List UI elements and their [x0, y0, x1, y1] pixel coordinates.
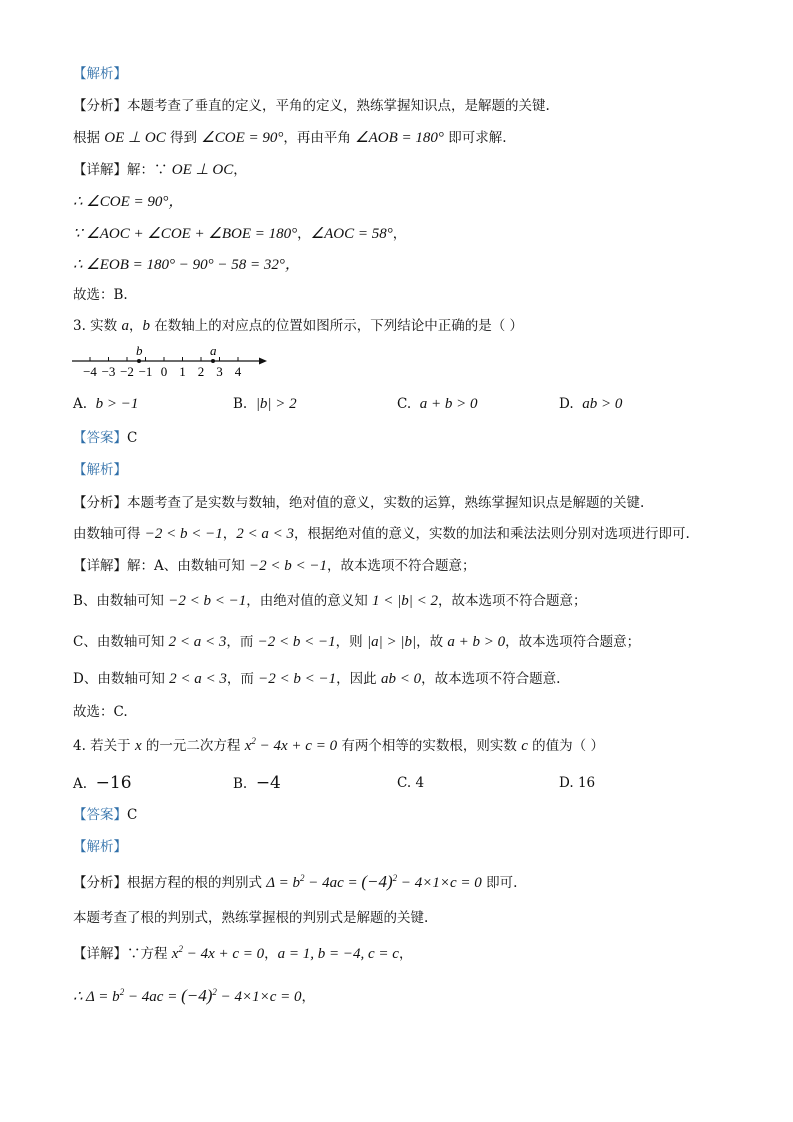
- option-expr: −4: [255, 773, 281, 793]
- math: 2 < a < 3: [168, 634, 227, 650]
- analysis-line: [73, 872, 517, 893]
- analysis-tag: 【分析】: [73, 98, 127, 114]
- exponent: 2: [119, 987, 125, 997]
- math: ∠COE = 90°: [201, 130, 284, 146]
- detail-line-c: [73, 632, 640, 652]
- analysis-line: [73, 96, 550, 116]
- answer-value: C: [127, 807, 138, 823]
- text: ，: [392, 226, 407, 242]
- tick-label: −2: [120, 364, 134, 379]
- text: 在数轴上的对应点的位置如图所示，下列结论中正确的是（ ）: [149, 318, 524, 334]
- exponent: 2: [178, 944, 183, 954]
- math: a = 1, b = −4, c = c: [277, 946, 399, 962]
- tick-label: 4: [234, 364, 242, 379]
- math-part: Δ = b: [266, 875, 300, 891]
- math: 2 < a < 3: [236, 526, 295, 542]
- text: 解：A、由数轴可知: [127, 558, 250, 574]
- text: 4. 若关于: [73, 738, 135, 754]
- math-part: x: [171, 946, 179, 962]
- text: 根据方程的根的判别式: [127, 875, 267, 891]
- text: 的值为（ ）: [527, 738, 604, 754]
- text: ，再由平角: [283, 130, 356, 146]
- text: D、由数轴可知: [73, 671, 170, 687]
- detail-tag: 【详解】: [73, 946, 127, 962]
- math-part: (−4): [181, 986, 213, 1005]
- math: −2 < b < −1: [258, 671, 337, 687]
- jiexi-heading: 【解析】: [73, 839, 127, 855]
- text: ∵方程: [127, 946, 172, 962]
- option-a: [73, 394, 138, 414]
- option-expr: a + b > 0: [419, 396, 478, 412]
- option-a: [73, 773, 132, 794]
- summary-line: 本题考查了根的判别式，熟练掌握根的判别式是解题的关键.: [73, 910, 429, 926]
- detail-tag: 【详解】: [73, 558, 127, 574]
- math: −2 < b < −1: [168, 593, 247, 609]
- math: [172, 946, 264, 962]
- text: ，: [297, 226, 311, 242]
- math: ∴ ∠EOB = 180° − 90° − 58 = 32°，: [73, 257, 300, 273]
- math: 2 < a < 3: [169, 671, 227, 687]
- detail-line-b: [73, 591, 587, 611]
- text: ，: [398, 946, 413, 962]
- text: ，: [301, 989, 316, 1005]
- option-expr: −16: [95, 773, 132, 793]
- text: 解：∵: [127, 162, 172, 178]
- math-part: − 4x + c = 0: [255, 738, 338, 754]
- math: [245, 738, 337, 754]
- analysis-tag: 【分析】: [73, 875, 127, 891]
- text: 有两个相等的实数根，则实数: [337, 738, 522, 754]
- exponent: 2: [299, 873, 305, 883]
- math-part: x: [244, 738, 252, 754]
- math: b: [142, 318, 150, 334]
- option-b: [233, 394, 297, 414]
- exponent: 2: [212, 987, 217, 997]
- step-line: [73, 255, 300, 275]
- option-letter: A.: [73, 396, 88, 412]
- detail-line-a: [73, 556, 476, 576]
- answer-line: [73, 428, 137, 448]
- text: ，则: [335, 634, 367, 650]
- tick-label: 0: [160, 364, 168, 379]
- text: ，: [128, 318, 143, 334]
- choose-line: 故选：C.: [73, 704, 128, 720]
- option-letter: B.: [233, 396, 248, 412]
- analysis-tag: 【分析】: [73, 495, 127, 511]
- math: [266, 872, 482, 891]
- choose-line: 故选：B.: [73, 287, 128, 303]
- jiexi-heading: 【解析】: [73, 66, 127, 82]
- tick-label: 2: [197, 364, 205, 379]
- math: OE ⊥ OC: [171, 162, 234, 178]
- option-d: [559, 394, 622, 414]
- detail-line: [73, 944, 412, 964]
- point-b: [137, 359, 141, 363]
- option-letter: D.: [559, 396, 574, 412]
- math-part: − 4×1×c = 0: [397, 875, 482, 891]
- detail-line: [73, 160, 247, 180]
- detail-line-d: [73, 669, 560, 689]
- answer-line: [73, 805, 137, 825]
- math: OE ⊥ OC: [104, 130, 166, 146]
- question-3-stem: [73, 316, 523, 336]
- point-a: [211, 359, 215, 363]
- math-part: − 4ac =: [124, 989, 182, 1005]
- question-4-stem: [73, 736, 604, 756]
- exponent: 2: [392, 873, 398, 883]
- option-d: [559, 773, 595, 793]
- math: a + b > 0: [447, 634, 506, 650]
- math: ∠AOB = 180°: [355, 130, 444, 146]
- text: ，故本选项符合题意；: [505, 634, 641, 650]
- option-expr: 4: [415, 775, 425, 791]
- text: C、由数轴可知: [73, 634, 169, 650]
- text: ，故本选项不符合题意.: [421, 671, 561, 687]
- math: −2 < b < −1: [144, 526, 223, 542]
- text: 即可.: [481, 875, 518, 891]
- text: B、由数轴可知: [73, 593, 169, 609]
- text: 即可求解.: [443, 130, 507, 146]
- tick-label: −4: [83, 364, 97, 379]
- math: x: [134, 738, 142, 754]
- option-expr: ab > 0: [582, 396, 623, 412]
- text: ，由绝对值的意义知: [246, 593, 373, 609]
- tick-label: −3: [101, 364, 116, 379]
- analysis-method-line: [73, 128, 507, 148]
- final-step-line: [73, 986, 315, 1007]
- text: ，故: [416, 634, 448, 650]
- option-expr: |b| > 2: [255, 396, 297, 412]
- text: ，而: [226, 634, 258, 650]
- option-letter: C.: [397, 775, 412, 791]
- step-line: [73, 224, 406, 244]
- text: 的一元二次方程: [141, 738, 245, 754]
- option-letter: A.: [73, 776, 88, 792]
- option-letter: D.: [559, 775, 574, 791]
- math: ∴ ∠COE = 90°，: [73, 194, 184, 210]
- detail-tag: 【详解】: [73, 162, 127, 178]
- math: −2 < b < −1: [249, 558, 328, 574]
- math: a: [121, 318, 129, 334]
- option-c: [397, 394, 477, 414]
- analysis-text: 本题考查了垂直的定义，平角的定义，熟练掌握知识点，是解题的关键.: [127, 98, 550, 114]
- text: 3. 实数: [73, 318, 122, 334]
- option-b: [233, 773, 281, 794]
- text: ，因此: [336, 671, 381, 687]
- analysis-line: [73, 493, 644, 513]
- exponent: 2: [251, 736, 256, 746]
- option-letter: C.: [397, 396, 412, 412]
- text: 由数轴可得: [73, 526, 145, 542]
- math-part: − 4ac =: [304, 875, 362, 891]
- point-a-label: a: [210, 343, 217, 358]
- math: 1 < |b| < 2: [372, 593, 439, 609]
- option-letter: B.: [233, 776, 248, 792]
- math: ∠AOC = 58°: [310, 226, 393, 242]
- text: ，: [222, 526, 237, 542]
- tick-label: 1: [179, 364, 186, 379]
- option-c: [397, 773, 424, 793]
- analysis-text: 本题考查了是实数与数轴，绝对值的意义，实数的运算，熟练掌握知识点是解题的关键.: [127, 495, 645, 511]
- math-part: ∴ Δ = b: [73, 989, 120, 1005]
- answer-value: C: [127, 430, 138, 446]
- text: ，而: [226, 671, 259, 687]
- analysis-method-line: [73, 524, 690, 544]
- tick-label: 3: [216, 364, 223, 379]
- text: 得到: [165, 130, 202, 146]
- math: |a| > |b|: [366, 634, 417, 650]
- jiexi-heading: 【解析】: [73, 462, 127, 478]
- text: ，故本选项不符合题意；: [327, 558, 476, 574]
- answer-tag: 【答案】: [73, 807, 127, 823]
- math: c: [521, 738, 528, 754]
- math: ∵ ∠AOC + ∠COE + ∠BOE = 180°: [73, 226, 298, 242]
- text: ，: [264, 946, 278, 962]
- step-line: [73, 192, 183, 212]
- math: ab < 0: [380, 671, 422, 687]
- number-line-figure: [70, 340, 275, 382]
- math-part: − 4×1×c = 0: [216, 989, 302, 1005]
- arrow-head: [259, 358, 267, 365]
- text: ，故本选项不符合题意；: [438, 593, 587, 609]
- math-part: − 4x + c = 0: [182, 946, 265, 962]
- answer-tag: 【答案】: [73, 430, 127, 446]
- text: 根据: [73, 130, 105, 146]
- math: −2 < b < −1: [257, 634, 336, 650]
- text: ，: [233, 162, 247, 178]
- math: [73, 986, 302, 1005]
- text: ，根据绝对值的意义，实数的加法和乘法法则分别对选项进行即可.: [294, 526, 690, 542]
- point-b-label: b: [136, 343, 143, 358]
- tick-label: −1: [138, 364, 153, 379]
- option-expr: 16: [577, 775, 596, 791]
- option-expr: b > −1: [95, 396, 139, 412]
- math-part: (−4): [361, 872, 393, 891]
